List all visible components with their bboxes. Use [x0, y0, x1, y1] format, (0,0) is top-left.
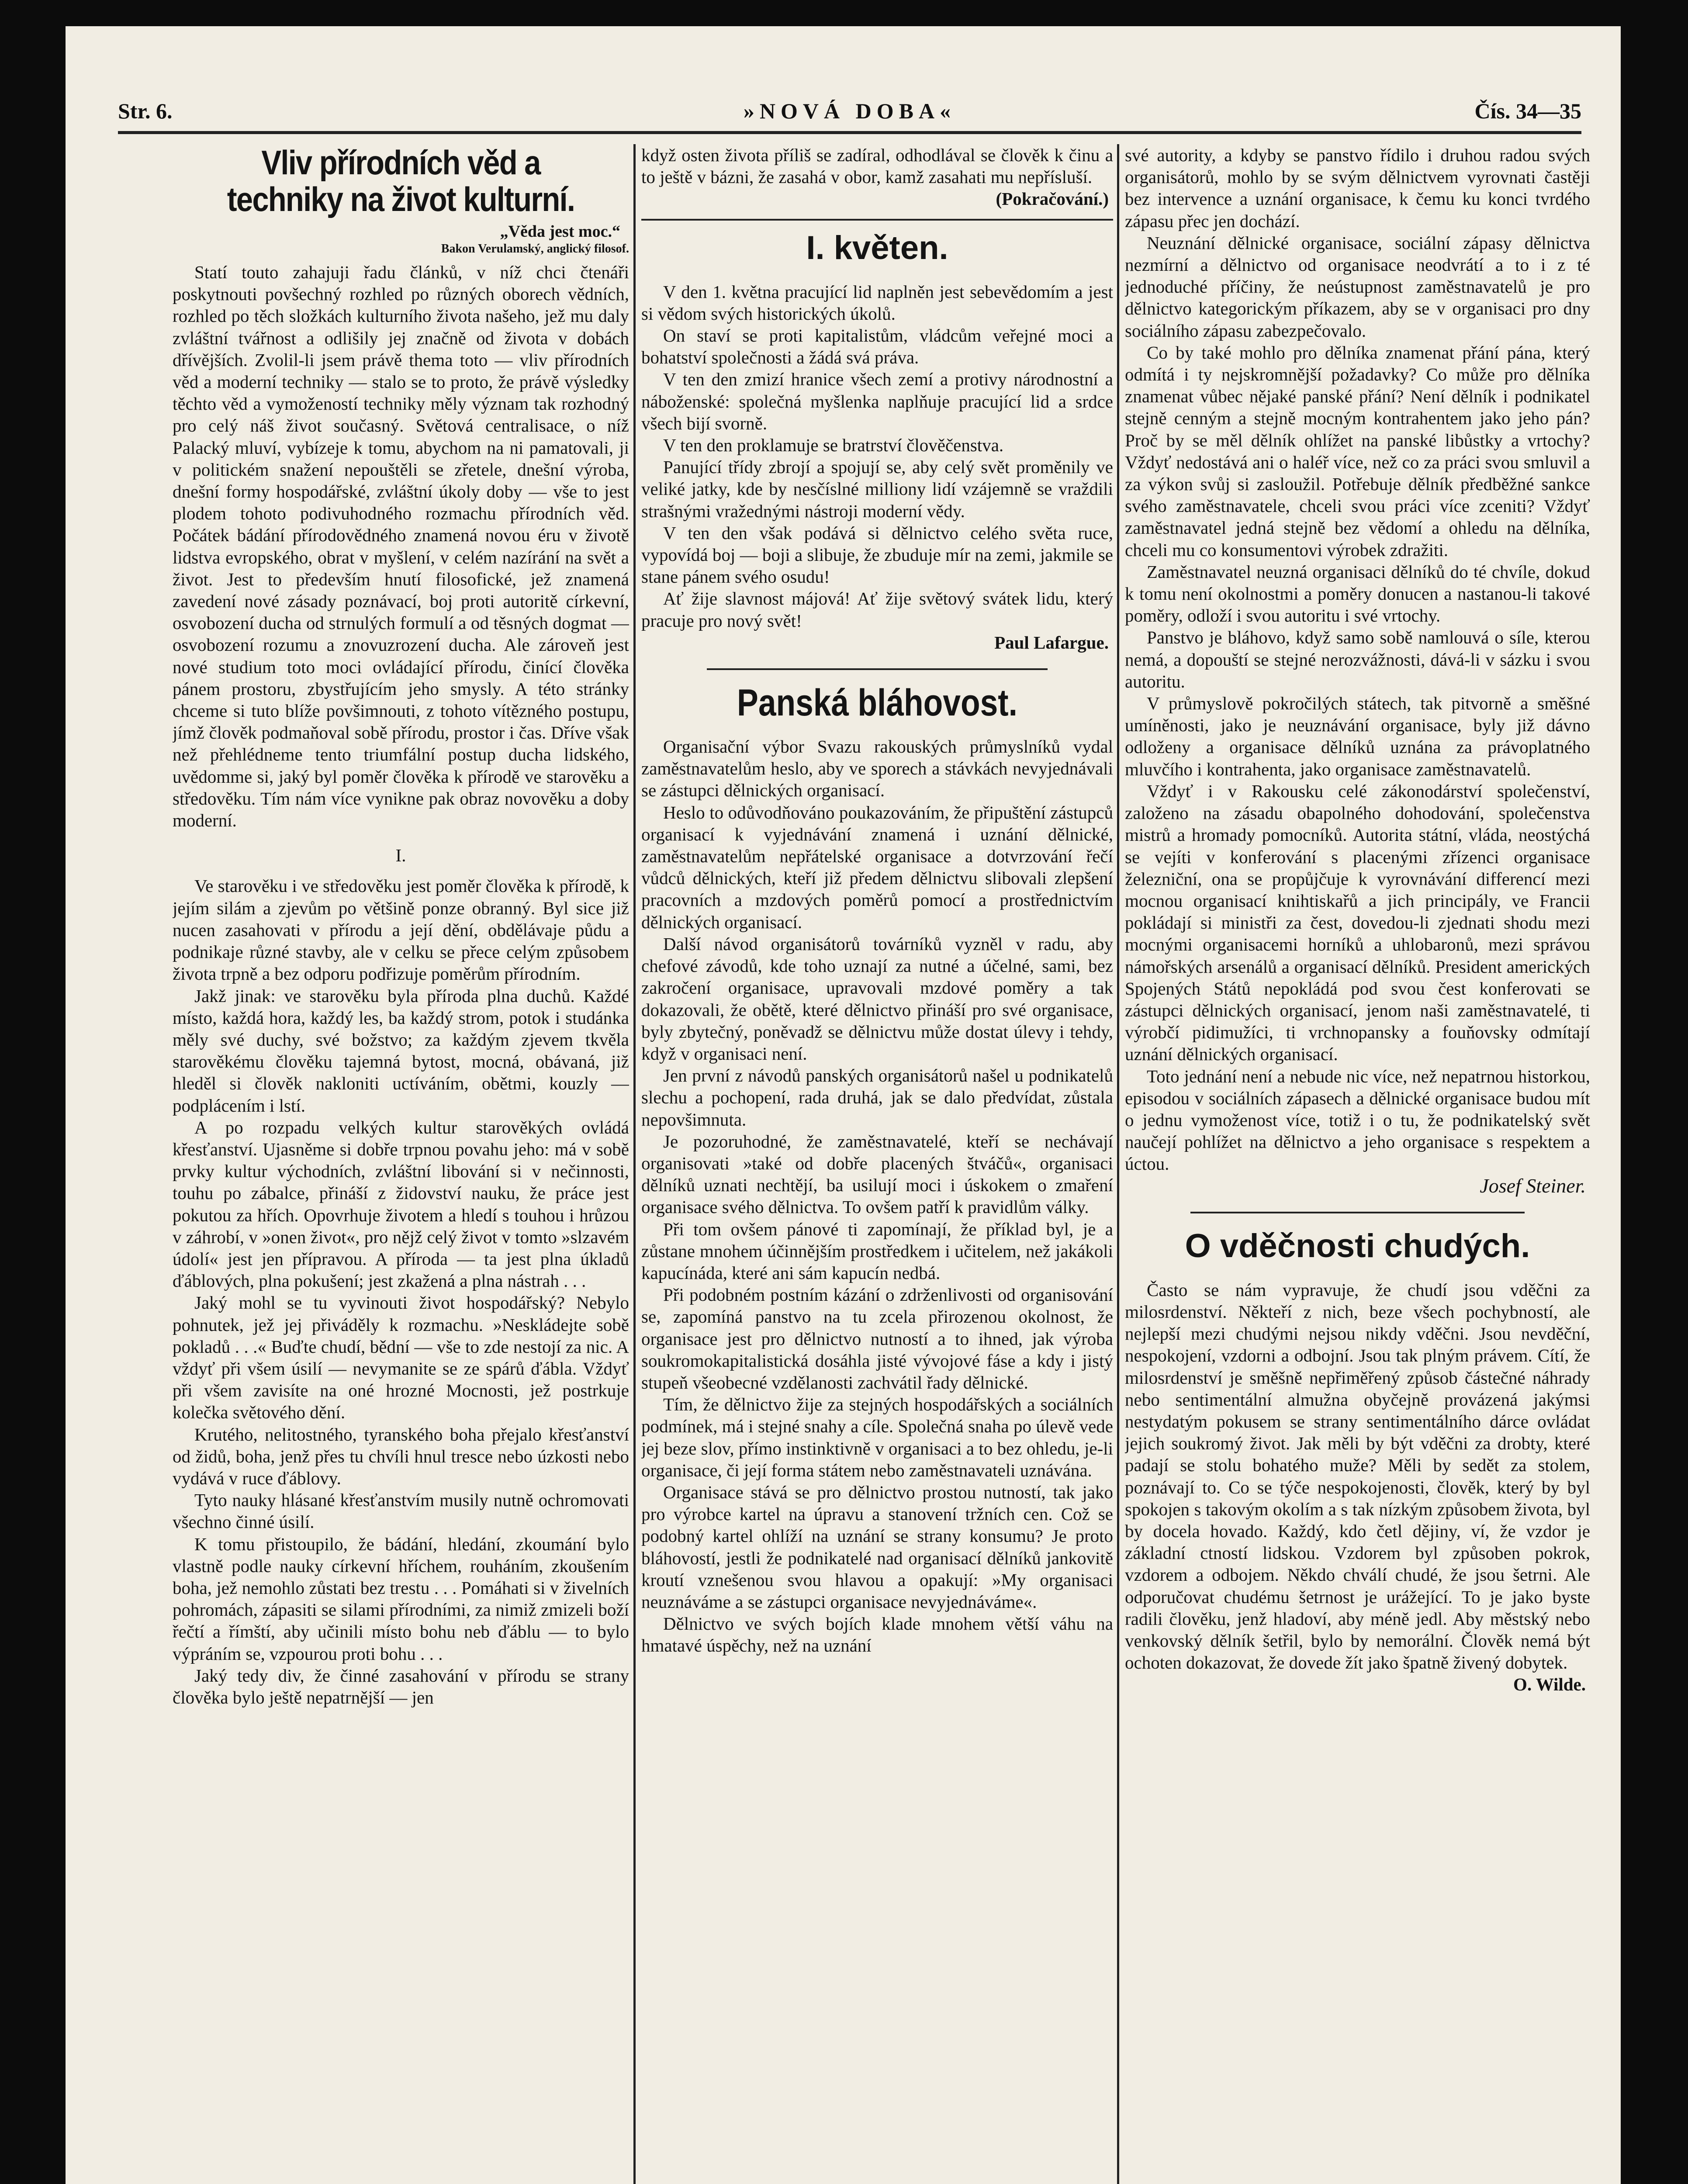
- paragraph: Neuznání dělnické organisace, sociální zápasy dělnictva nezmírní a dělnictvo od organisace neodvrátí a to i z té jednoduché příčiny, že neústupnost zaměstnavatelů je pro dělnictvo kategorickým příkazem, aby se v organisaci pro dny sociálního zápasu zabezpečovalo.: [1125, 232, 1590, 341]
- article-title: Panská bláhovost.: [737, 682, 1017, 724]
- paragraph: Organisační výbor Svazu rakouských průmyslníků vydal zaměstnavatelům heslo, aby ve sporech a stávkách nevyjednávali se zástupci dělnických organisací.: [641, 736, 1113, 801]
- paragraph: Organisace stává se pro dělnictvo prostou nutností, tak jako pro výrobce kartel na úpravu a stanovení tržních cen. Což se podobný kartel ohlíží na uznání se strany konsumu? Je proto bláhovostí, jestli že podnikatelé nad organisací dělníků jankovitě kroutí vznešenou svou hlavou a opakují: »My organisaci neuznáváme a se zástupci organisace nevyjednáváme«.: [641, 1482, 1113, 1612]
- paragraph: Je pozoruhodné, že zaměstnavatelé, kteří se nechávají organisovati »také od dobře placených štváčů«, organisaci dělníků uznati nechtějí, ba usilují moci i úskokem o zmaření organisace svého dělnictva. To ovšem patří k pravidlům války.: [641, 1131, 1113, 1217]
- column-2: [641, 144, 1113, 2184]
- paragraph: když osten života příliš se zadíral, odhodlával se člověk k činu a to ještě v bázni, že zasahá v obor, kamž zasahati mu nepřísluší.: [641, 145, 1113, 187]
- article-separator: [1190, 1212, 1525, 1213]
- article-title: I. květen.: [806, 229, 948, 266]
- paragraph: Jakž jinak: ve starověku byla příroda plna duchů. Každé místo, každá hora, každý les, ba každý strom, potok i studánka měly své duchy, své božstvo; za každým zjevem tkvěla starověkému člověku tajemná bytost, mocná, obávaná, již hleděl si člověk nakloniti uctíváním, obětmi, kouzly — podplácením i lstí.: [173, 985, 629, 1116]
- paragraph: V ten den zmizí hranice všech zemí a protivy národnostní a náboženské: společná myšlenka naplňuje pracující lid a srdce všech bijí svorně.: [641, 369, 1113, 433]
- paragraph: V ten den proklamuje se bratrství člověčenstva.: [663, 435, 1004, 456]
- paragraph: Panující třídy zbrojí a spojují se, aby celý svět proměnily ve veliké jatky, kde by nesčíslné milliony lidí vzájemně se vraždili strašnými vražednými nástroji moderní vědy.: [641, 457, 1113, 521]
- column-3: [1125, 144, 1590, 2184]
- paragraph: Co by také mohlo pro dělníka znamenat přání pána, který odmítá i ty nejskromnější požadavky? Co může pro dělníka znamenat vůbec nějaké panské přání? Není dělník i podnikatel stejně cenným a stejně mocným kontrahentem jako jeho pán? Proč by se měl dělník ohlížet na panské libůstky a vrtochy? Vždyť nedostává ani o haléř více, než co za práci svou smluvil a za výkon svůj si zasloužil. Potřebuje dělník předběžné sankce svého zaměstnavatele, chceli svou práci více zceniti? Vždyť zaměstnavatel jedná stejně bez vědomí a ohledu na dělníka, chceli mu co konsumentovi výrobek zdražiti.: [1125, 342, 1590, 560]
- paragraph: Jaký mohl se tu vyvinouti život hospodářský? Nebylo pohnutek, jež jej přiváděly k rozmachu. »Neskládejte sobě pokladů . . .« Buďte chudí, bědní — vše to zde nestojí za nic. A vždyť při všem úsilí — nevymanite se ze spárů ďábla. Vždyť při všem zavisíte na oné hrozné Mocnosti, jež postrkuje kolečka světového dění.: [173, 1292, 629, 1423]
- motto-source: Bakon Verulamský, anglický filosof.: [441, 242, 629, 256]
- paragraph: Dělnictvo ve svých bojích klade mnohem větší váhu na hmatavé úspěchy, než na uznání: [641, 1614, 1113, 1656]
- paragraph: V ten den však podává si dělnictvo celého světa ruce, vypovídá boj — boji a slibuje, že zbuduje mír na zemi, jakmile se stane pánem svého osudu!: [641, 522, 1113, 587]
- article-separator: [707, 668, 1048, 670]
- paragraph: Vždyť i v Rakousku celé zákonodárství společenství, založeno na zásadu obapolného dohodování, společenstva mistrů a hromady pomocníků. Autorita státní, vláda, neostýchá se vejíti v konferování s placenými zřízenci organisace železniční, ona se propůjčuje k vyrovnávání differencí mezi mocnou organisací knihtiskařů a jich principály, ve Francii pokládají si ministři za čest, dovedou-li zjednati shodu mezi mocnými organisacemi horníků a uhlobaronů, mezi správou námořských arsenálů a organisací dělníků. President amerických Spojených Států nepokládá pod svou čest konferovati se zástupci dělnických organisací, jenom naši zaměstnavatelé, ti výrobčí pidimužíci, ti vrchnopansky a fouňovsky odmítají uznání dělnických organisací.: [1125, 781, 1590, 1064]
- paragraph: A po rozpadu velkých kultur starověkých ovládá křesťanství. Ujasněme si dobře trpnou povahu jeho: má v sobě prvky kultur východních, zvláštní libování si v nečinnosti, touhu po zábalce, přináší z židovství nauku, že práce jest pokutou za hřích. Opovrhuje životem a hledí s touhou i hrůzou v záhrobí, v »onen život«, pro nějž celý život v tomto »slzavém údolí« jest jen přípravou. A příroda — ta jest plna úkladů ďáblových, plna pokušení; jest zkažená a plna nástrah . . .: [173, 1117, 629, 1291]
- section-number: I.: [395, 845, 406, 866]
- motto: „Věda jest moc.“: [500, 222, 620, 241]
- paragraph: On staví se proti kapitalistům, vládcům veřejné moci a bohatství společnosti a žádá svá práva.: [641, 325, 1113, 368]
- page-number: Str. 6.: [118, 99, 173, 123]
- paragraph: Jaký tedy div, že činné zasahování v přírodu se strany člověka bylo ještě nepatrnější — jen: [173, 1665, 629, 1707]
- paragraph: Při tom ovšem pánové ti zapomínají, že příklad byl, je a zůstane mnohem účinnějším prostředkem i učitelem, než jakákoli kapucínáda, které ani sám kapucín nedbá.: [641, 1219, 1113, 1283]
- paragraph: Často se nám vypravuje, že chudí jsou vděčni za milosrdenství. Někteří z nich, beze všech pochybností, ale nejlepší mezi chudými nejsou nikdy vděčni. Jsou nevděční, nespokojení, vzdorni a odbojní. Jsou tak plným právem. Cítí, že milosrdenství je směšně nepřiměřený způsob částečné náhrady nebo sentimentální almužna obyčejně provázená jakýmsi nestydatým pokusem se strany sentimentálního dárce ovládat jejich soukromý život. Jak měli by být vděčni za drobty, které padají se stolu bohatého muže? Měli by sedět za stolem, poznávají to. Co se týče nespokojenosti, člověk, který by byl spokojen s takovým okolím a s tak nízkým způsobem života, byl by docela hovado. Každý, kdo četl dějiny, ví, že vzdor je základní ctností lidskou. Vzdorem byl způsoben pokrok, vzdorem a odbojem. Někdo chválí chudé, že jsou šetrni. Ale odporučovat chudému šetrnost je urážející. To je jako byste radili člověku, jenž hladoví, aby méně jedl. Aby městský nebo venkovský dělník šetřil, bylo by nemorální. Člověk nemá být ochoten dokazovat, že dovede žít jako špatně živený dobytek.: [1125, 1279, 1590, 1673]
- paragraph: Toto jednání není a nebude nic více, než nepatrnou historkou, episodou v sociálních zápasech a dělnické organisace budou mít o jednu vymoženost více, totiž i o tu, že podnikatelský svět naučejí pohlížet na dělnictvo a jeho organisace s respektem a úctou.: [1125, 1066, 1590, 1174]
- column-divider: [1117, 144, 1119, 2184]
- continuation-note: (Pokračování.): [996, 189, 1109, 209]
- paragraph: Jen první z návodů panských organisátorů našel u podnikatelů slechu a pochopení, rada druhá, jak se dalo předvídat, zůstala nepovšimnuta.: [641, 1065, 1113, 1130]
- signature: O. Wilde.: [1513, 1674, 1586, 1695]
- paragraph: Zaměstnavatel neuzná organisaci dělníků do té chvíle, dokud k tomu není okolnostmi a poměry donucen a nastanou-li takové poměry, odloží i svou autoritu i své vrtochy.: [1125, 561, 1590, 626]
- article-title: O vděčnosti chudých.: [1185, 1227, 1530, 1265]
- paragraph: V průmyslově pokročilých státech, tak pitvorně a směšné umíněnosti, jako je neuznávání organisace, byly již dávno odloženy a organisace dělníků uznána za právoplatného mluvčího i kontrahenta, jako organisace zaměstnavatelů.: [1125, 693, 1590, 779]
- signature: Paul Lafargue.: [994, 632, 1109, 653]
- paragraph: Ve starověku i ve středověku jest poměr člověka k přírodě, k jejím silám a zjevům po většině ponze obranný. Byl sice již nucen zasahovati v přírodu a její dění, obdělávaje půdu a podnikaje různé stavby, ale v celku se přece celým způsobem života trpně a bez odporu podřizuje poměrům přírodním.: [173, 876, 629, 984]
- paragraph: Další návod organisátorů továrníků vyzněl v radu, aby chefové závodů, kde toho uznají za nutné a účelné, sami, bez zakročení organisace, upravovali mzdové poměry a tak dokazovali, že obětě, které dělnictvo přináší pro své organisace, byly zbytečný, poněvadž se dělnictvu může dostat úlevy i tehdy, když v organisaci není.: [641, 933, 1113, 1064]
- article-title: Vliv přírodních věd a techniky na život kulturní.: [227, 144, 575, 218]
- issue-number: Čís. 34—35: [1474, 99, 1581, 123]
- paragraph: Krutého, nelitostného, tyranského boha přejalo křesťanství od židů, boha, jenž přes tu chvíli hnul tresce nebo úzkosti nebo vydává v ruce ďáblovy.: [173, 1424, 629, 1488]
- paragraph: V den 1. května pracující lid naplněn jest sebevědomím a jest si vědom svých historických úkolů.: [641, 281, 1113, 324]
- newspaper-title: »NOVÁ DOBA«: [743, 99, 956, 123]
- paragraph: své autority, a kdyby se panstvo řídilo i druhou radou svých organisátorů, mohlo by se svým dělnictvem vyrovnati častěji bez intervence a uznání organisace, k čemu ku konci tvrdého zápasu přec jen dochází.: [1125, 145, 1590, 231]
- paragraph: Tím, že dělnictvo žije za stejných hospodářských a sociálních podmínek, má i stejné snahy a cíle. Společná snaha po úlevě vede jej beze slov, přímo instinktivně v organisaci a to bez ohledu, je-li organisace, či její forma státem nebo zaměstnavateli uznávána.: [641, 1394, 1113, 1480]
- paragraph: Tyto nauky hlásané křesťanstvím musily nutně ochromovati všechno činné úsilí.: [173, 1490, 629, 1532]
- paragraph: K tomu přistoupilo, že bádání, hledání, zkoumání bylo vlastně podle nauky církevní hříchem, rouháním, zkoušením boha, jež nemohlo zůstati bez trestu . . . Pomáhati si v živelních pohromách, zápasiti se silami přírodními, za nimiž zmizeli boží řečtí a římští, aby učinili místo bohu neb ďáblu — to bylo výpráním se, vzpourou proti bohu . . .: [173, 1534, 629, 1664]
- paragraph: Heslo to odůvodňováno poukazováním, že připuštění zástupců organisací k vyjednávání znamená i uznání dělnické, zaměstnavatelům nepřátelské organisace a dotvrzování řečí vůdců dělnických, kteří již předem dělnictvu slibovali zlepšení pracovních a mzdových poměrů pomocí a prostřednictvím dělnických organisací.: [641, 802, 1113, 932]
- paragraph: Ať žije slavnost májová! Ať žije světový svátek lidu, který pracuje pro nový svět!: [641, 588, 1113, 631]
- article-separator: [641, 219, 1113, 221]
- header-rule: [118, 131, 1581, 134]
- paragraph: Statí touto zahajuji řadu článků, v níž chci čtenáři poskytnouti povšechný rozhled po různých oborech vědních, rozhled po těch složkách kulturního života našeho, jež mu daly zvláštní tvářnost a odlišily jej značně od života v dobách dřívějších. Zvolil-li jsem právě thema toto — vliv přírodních věd a moderní techniky — stalo se to proto, že právě výsledky těchto věd a vymožeností techniky měly význam tak rozhodný pro celý náš život současný. Světová centralisace, o níž Palacký mluví, vybízeje k tomu, abychom na ni pamatovali, ji v politickém snažení nepouštěli se zřetele, dnešní výroba, dnešní formy hospodářské, zvláštní úkoly doby — vše to jest plodem tohoto podivuhodného rozmachu přírodních věd. Počátek bádání přírodovědného znamená novou éru v životě lidstva evropského, obrat v myšlení, v celém nazírání na svět a život. Jest to především hnutí filosofické, jež znamená zavedení nové zásady poznávací, boj proti autoritě církevní, osvobození ducha od strnulých formulí a od těsných dogmat — osvobození rozumu a znovuzrození ducha. Ale zároveň jest nové studium toto moci ovládající přírodu, činící člověka pánem prostoru, zbystřujícím jeho smysly. A této stránky chceme si tuto blíže povšimnouti, z tohoto vítězného postupu, jímž člověk podmaňoval sobě přírodu, prostor i čas. Dříve však než přehlédneme tento triumfální postup ducha lidského, uvědomme si, jaký byl poměr člověka k přírodě ve starověku a středověku. Tím nám více vynikne pak obraz novověku a doby moderní.: [173, 262, 629, 831]
- signature: Josef Steiner.: [1480, 1174, 1586, 1197]
- paragraph: Při podobném postním kázání o zdrženlivosti od organisování se, zapomíná panstvo na tu zcela přirozenou okolnost, že organisace jest pro dělnictvo nutností a to ihned, jak výroba soukromokapitalistická dosáhla jisté vývojové fáse a kdy i jistý stupeň všeobecné vzdělanosti zachvátil řady dělnické.: [641, 1285, 1113, 1393]
- column-1: [173, 144, 629, 2184]
- column-divider: [633, 144, 636, 2184]
- paragraph: Panstvo je bláhovo, když samo sobě namlouvá o síle, kterou nemá, a dopouští se stejné nerozvážnosti, dává-li v sázku i svou autoritu.: [1125, 627, 1590, 691]
- page-header: [118, 98, 1581, 133]
